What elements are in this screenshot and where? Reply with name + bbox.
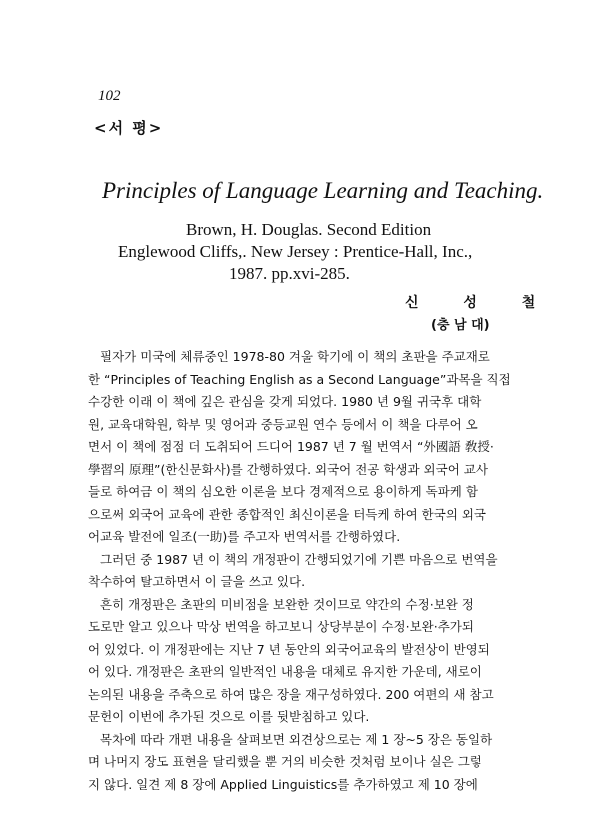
body-line: 수강한 이래 이 책에 깊은 관심을 갖게 되었다. 1980 년 9월 귀국후 대학 xyxy=(88,394,482,409)
body-line: 지 않다. 일견 제 8 장에 Applied Linguistics를 추가하였고 제 10 장에 xyxy=(88,776,478,792)
page-number: 102 xyxy=(98,88,121,104)
body-line: 문헌이 이번에 추가된 것으로 이를 뒷받침하고 있다. xyxy=(88,709,370,724)
body-line: 어 있었다. 이 개정판에는 지난 7 년 동안의 외국어교육의 발전상이 반영되 xyxy=(88,641,490,657)
bibliography-line-1: Brown, H. Douglas. Second Edition xyxy=(186,220,432,239)
body-line: 들로 하여금 이 책의 심오한 이론을 보다 경제적으로 용이하게 독파케 함 xyxy=(88,484,478,499)
body-line: 필자가 미국에 체류중인 1978-80 겨울 학기에 이 책의 초판을 주교재로 xyxy=(100,349,490,364)
body-line: 어 있다. 개정판은 초판의 일반적인 내용을 대체로 유지한 가운데, 새로이 xyxy=(88,664,482,679)
review-body xyxy=(88,346,528,796)
body-line: 목차에 따라 개편 내용을 살펴보면 외견상으로는 제 1 장~5 장은 동일하 xyxy=(100,731,493,747)
body-line: 으로써 외국어 교육에 관한 종합적인 최신이론을 터득케 하여 한국의 외국 xyxy=(88,506,487,522)
body-line: 그러던 중 1987 년 이 책의 개정판이 간행되었기에 기쁜 마음으로 번역을 xyxy=(100,551,498,567)
body-line: 면서 이 책에 점점 더 도취되어 드디어 1987 년 7 월 번역서 “外國語 敎授· xyxy=(88,439,494,454)
body-line: 도로만 알고 있으나 막상 번역을 하고보니 상당부분이 수정·보완·추가되 xyxy=(88,619,474,634)
body-line: 착수하여 탈고하면서 이 글을 쓰고 있다. xyxy=(88,574,306,589)
body-line: 어교육 발전에 일조(一助)를 주고자 번역서를 간행하였다. xyxy=(88,529,401,544)
body-line: 흔히 개정판은 초판의 미비점을 보완한 것이므로 약간의 수정·보완 정 xyxy=(100,596,474,612)
bibliography-line-2: Englewood Cliffs,. New Jersey : Prentice-Hall, Inc., xyxy=(118,242,473,261)
body-line: 원, 교육대학원, 학부 및 영어과 중등교원 연수 등에서 이 책을 다루어 오 xyxy=(88,416,478,432)
body-line: 며 나머지 장도 표현을 달리했을 뿐 거의 비슷한 것처럼 보이나 실은 그렇 xyxy=(88,754,482,769)
bibliography-line-3: 1987. pp.xvi-285. xyxy=(229,264,350,283)
body-line: 논의된 내용을 주축으로 하여 많은 장을 재구성하였다. 200 여편의 새 참고 xyxy=(88,686,494,702)
body-line: 한 “Principles of Teaching English as a Second Language”과목을 직접 xyxy=(88,371,511,387)
reviewer-affiliation: (충 남 대) xyxy=(431,318,490,333)
section-tag: <서 평> xyxy=(94,119,164,137)
reviewer-name: 신 성 철 xyxy=(405,295,556,311)
book-title: Principles of Language Learning and Teaching. xyxy=(102,178,544,203)
body-line: 學習의 原理”(한신문화사)를 간행하였다. 외국어 전공 학생과 외국어 교사 xyxy=(88,461,488,477)
